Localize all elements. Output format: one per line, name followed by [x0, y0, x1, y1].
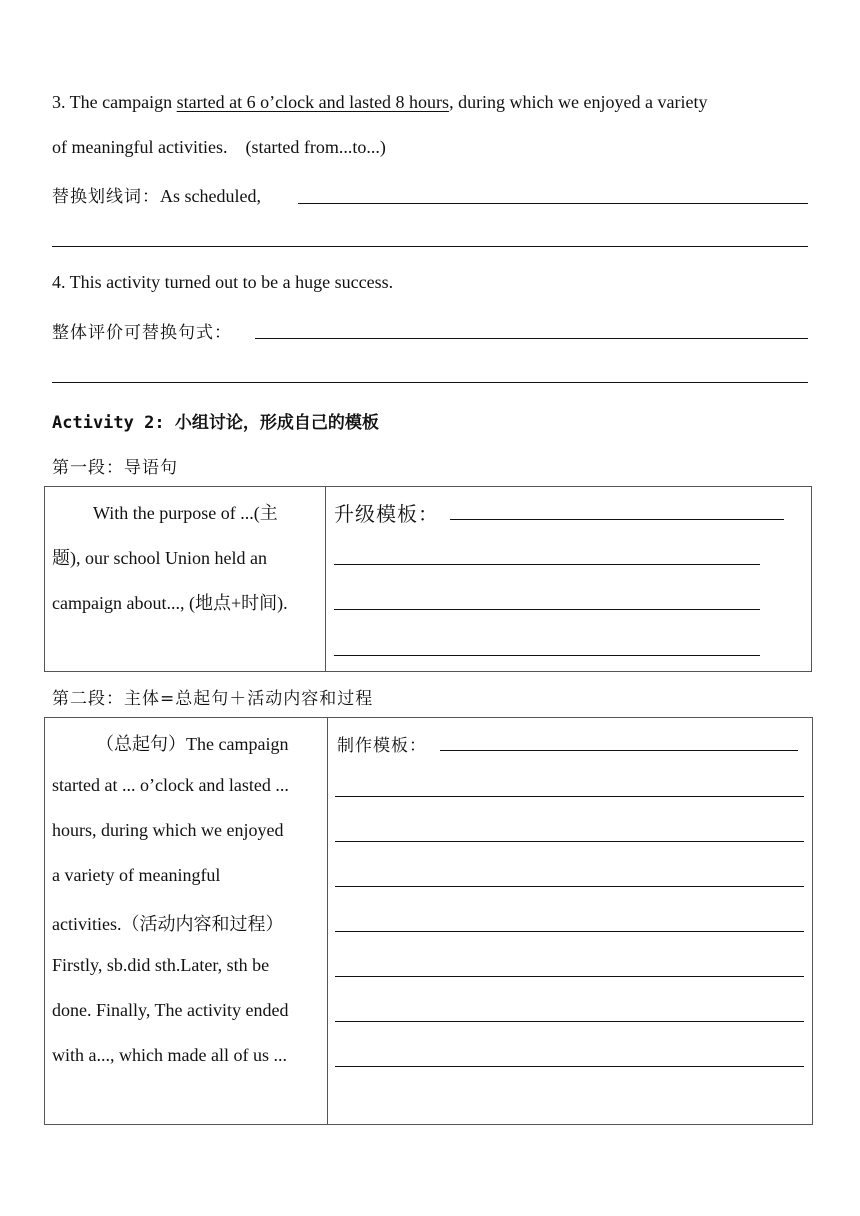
item3-underlined-phrase: started at 6 o’clock and lasted 8 hours — [176, 92, 450, 112]
para2-left-line-7: done. Finally, The activity ended — [52, 1000, 289, 1020]
item3-prefix: 3. The campaign — [52, 92, 177, 112]
para1-left-line-1: With the purpose of ...(主 — [93, 503, 278, 523]
para1-left-line-2: 题), our school Union held an — [52, 548, 267, 568]
para1-right-label: 升级模板： — [334, 502, 439, 526]
item3-line2: of meaningful activities. (started from...to...) — [52, 137, 386, 157]
item3-answer-line-1[interactable] — [298, 203, 808, 204]
item3-suffix: , during which we enjoyed a variety — [449, 92, 708, 112]
item3-line1 — [52, 92, 707, 113]
item4-answer-line-1[interactable] — [255, 338, 808, 339]
item3-answer-line-2[interactable] — [52, 246, 808, 247]
para2-left-line-6: Firstly, sb.did sth.Later, sth be — [52, 955, 270, 975]
para1-template-line-1[interactable] — [450, 519, 784, 520]
para2-right-label: 制作模板： — [337, 736, 427, 756]
para2-template-line-4[interactable] — [335, 886, 804, 887]
para2-left-line-1: （总起句）The campaign — [96, 734, 289, 754]
para2-template-line-5[interactable] — [335, 931, 804, 932]
para1-template-line-2[interactable] — [334, 564, 760, 565]
item4-sentence: 4. This activity turned out to be a huge success. — [52, 272, 394, 292]
para2-left-line-5: activities.（活动内容和过程） — [52, 914, 284, 934]
para2-left-line-3: hours, during which we enjoyed — [52, 820, 284, 840]
item3-prompt-cn: 替换划线词： — [52, 187, 160, 207]
item4-answer-line-2[interactable] — [52, 382, 808, 383]
para1-template-line-4[interactable] — [334, 655, 760, 656]
para2-template-line-2[interactable] — [335, 796, 804, 797]
para1-left-line-3: campaign about..., (地点+时间). — [52, 593, 288, 613]
para1-template-line-3[interactable] — [334, 609, 760, 610]
para2-left-line-4: a variety of meaningful — [52, 865, 221, 885]
para1-label: 第一段：导语句 — [52, 458, 178, 478]
para1-table-divider — [325, 486, 326, 671]
item3-prompt-en: As scheduled, — [160, 186, 261, 206]
para2-label: 第二段：主体=总起句＋活动内容和过程 — [52, 689, 374, 709]
item3-prompt — [52, 182, 261, 207]
para2-template-line-3[interactable] — [335, 841, 804, 842]
para2-left-line-8: with a..., which made all of us ... — [52, 1045, 287, 1065]
item4-prompt: 整体评价可替换句式： — [52, 323, 232, 343]
para2-template-line-6[interactable] — [335, 976, 804, 977]
para2-table-divider — [327, 717, 328, 1124]
para2-left-line-2: started at ... o’clock and lasted ... — [52, 775, 289, 795]
activity2-heading: Activity 2: 小组讨论，形成自己的模板 — [52, 413, 379, 433]
para2-template-line-1[interactable] — [440, 750, 798, 751]
para2-template-line-8[interactable] — [335, 1066, 804, 1067]
para2-template-line-7[interactable] — [335, 1021, 804, 1022]
